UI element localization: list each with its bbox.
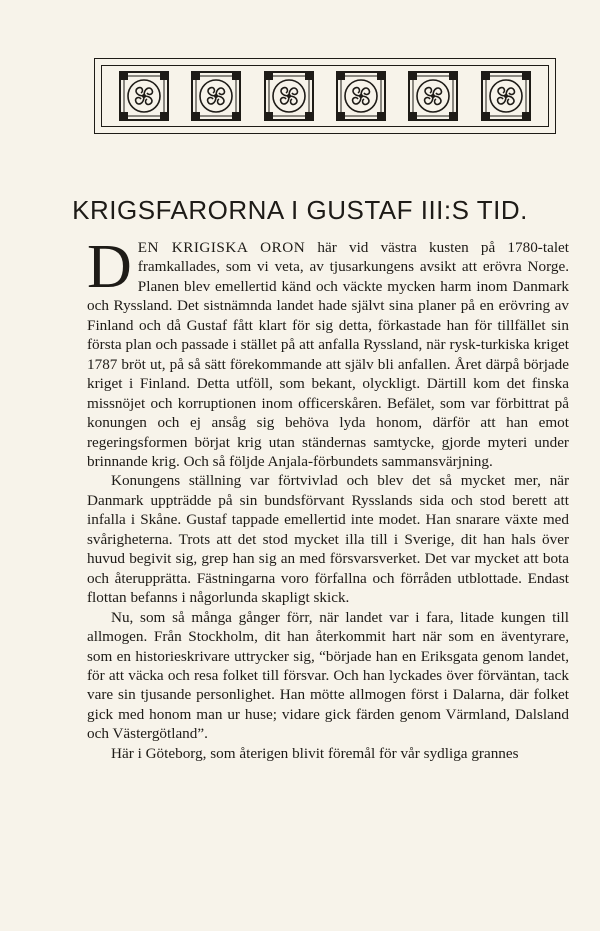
article-body [87,233,569,763]
drop-cap: D [87,233,132,301]
opening-smallcaps: EN KRIGISKA ORON [137,239,306,256]
ornamental-header-band [94,58,556,134]
ornament-motif-icon [119,71,169,121]
paragraph-3: Nu, som så många gånger förr, när landet var i fara, litade kungen till allmogen. Från Stockholm, dit han återkommit hart när som en äventyrare, som en historieskrivare uttrycker sig, “började han en Eriksgata genom landet, för att väcka och resa folket till försvar. Och han lyckades över förväntan, tack vare sin tjusande personlighet. Han mötte allmogen först i Dalarna, där folket gick med honom man ur huse; vidare gick färden genom Värmland, Dalsland och Västergötland”. [87,608,569,743]
ornament-motif-icon [336,71,386,121]
ornament-motif-icon [191,71,241,121]
paragraph-1-text: här vid västra kusten på 1780-talet framkallades, som vi veta, av tjusarkungens avsikt att erövra Norge. Planen blev emellertid känd och väckte mycken harm inom Danmark och Ryssland. Det sistnämnda landet hade självt sina planer på en erövring av Finland och då Gustaf fått klart för sig detta, förkastade han för tillfället sin första plan och passade i stället på att anfalla Ryssland, när rysk-turkiska kriget 1787 bröt ut, på så sätt förekommande att själv bli anfallen. Året därpå började kriget i Finland. Detta utföll, som bekant, olyckligt. Därtill kom det finska missnöjet och korruptionen inom officerskåren. Befälet, som var förbittrat på konungen och ej ansåg sig behöva lyda honom, därför att han emot regeringsformen börjat krig utan ständernas samtycke, gjorde myteri under brinnande krig. Och så följde Anjala-förbundets sammansvärjning. [87,239,569,470]
paragraph-2: Konungens ställning var förtvivlad och blev det så mycket mer, när Danmark uppträdde på sin bundsförvant Rysslands sida och stod berett att infalla i Skåne. Gustaf tappade emellertid inte modet. Han snarare växte med svårigheterna. Trots att det stod mycket illa till i Sverige, dit han hals över huvud begivit sig, grep han sig an med försvarsverket. Det var mycket att bota och återupprätta. Fästningarna voro förfallna och förråden utblottade. Endast flottan befanns i någorlunda skapligt skick. [87,472,569,607]
paragraph-4: Här i Göteborg, som återigen blivit föremål för vår sydliga grannes [111,744,519,762]
chapter-title: KRIGSFARORNA I GUSTAF III:S TID. [72,195,528,226]
ornament-row [101,65,549,127]
ornament-motif-icon [264,71,314,121]
paragraph-1 [87,233,569,471]
ornament-motif-icon [408,71,458,121]
ornament-motif-icon [481,71,531,121]
